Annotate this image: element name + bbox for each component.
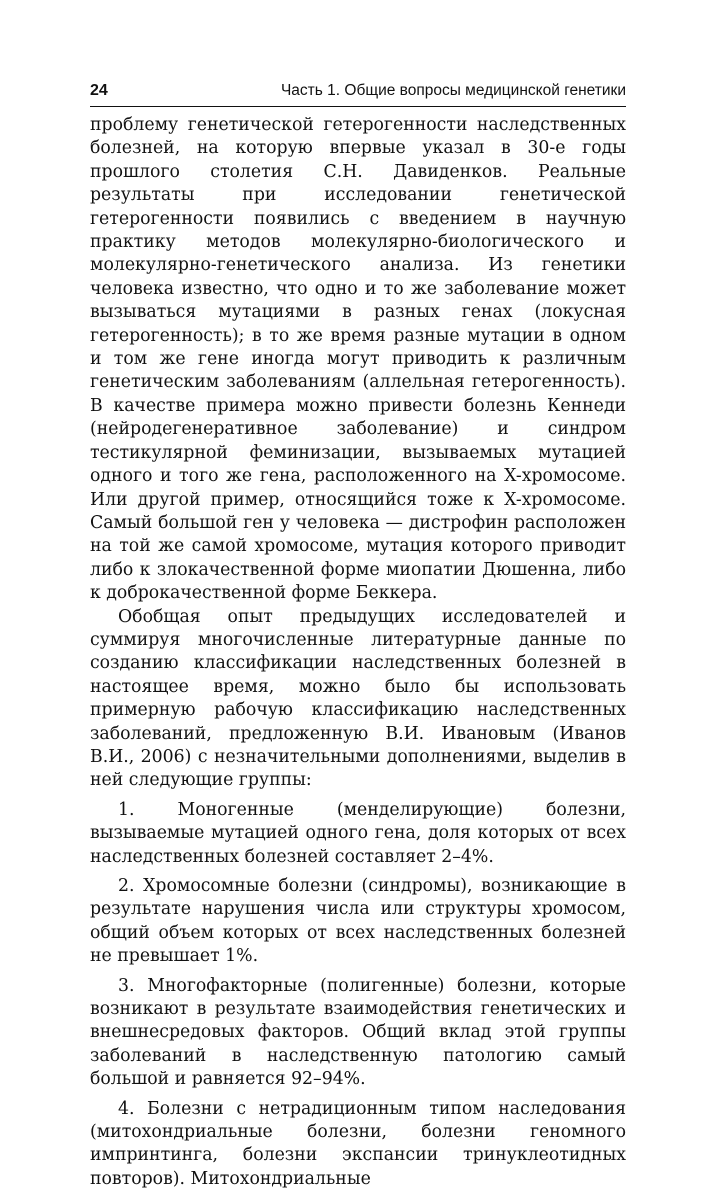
list-item-chromosomal: 2. Хромосомные болезни (синдромы), возникающие в результате нарушения числа или структуры хромосом, общий объем которых от всех наследственных болезней не превышает 1%. (90, 876, 626, 967)
list-item-nontraditional: 4. Болезни с нетрадиционным типом наследования (митохондриальные болезни, болезни геномного импринтинга, болезни экспансии тринуклеотидных повторов). Митохондриальные (90, 1098, 626, 1189)
page-header (90, 82, 626, 100)
header-rule (90, 106, 626, 107)
body-text (90, 114, 626, 1191)
page-number: 24 (90, 82, 108, 99)
paragraph-continuation: проблему генетической гетерогенности наследственных болезней, на которую впервые указал в 30-е годы прошлого столетия С.Н. Давиденков. Реальные результаты при исследовании генетической гетерогенности появились с введением в научную практику методов молекулярно-биологического и молекулярно-генетического анализа. Из генетики человека известно, что одно и то же заболевание может вызываться мутациями в разных генах (локусная гетерогенность); в то же время разные мутации в одном и том же гене иногда могут приводить к различным генетическим заболеваниям (аллельная гетерогенность). В качестве примера можно привести болезнь Кеннеди (нейродегенеративное заболевание) и синдром тестикулярной феминизации, вызываемых мутацией одного и того же гена, расположенного на X-хромосоме. Или другой пример, относящийся тоже к X-хромосоме. Самый большой ген у человека — дистрофин расположен на той же самой хромосоме, мутация которого приводит либо к злокачественной форме миопатии Дюшенна, либо к доброкачественной форме Беккера. (90, 115, 626, 604)
paragraph-intro: Обобщая опыт предыдущих исследователей и суммируя многочисленные литературные данные по созданию классификации наследственных болезней в настоящее время, можно было бы использовать примерную рабочую классификацию наследственных заболеваний, предложенную В.И. Ивановым (Иванов В.И., 2006) с незначительными дополнениями, выделив в ней следующие группы: (90, 606, 626, 791)
list-item-multifactorial: 3. Многофакторные (полигенные) болезни, которые возникают в результате взаимодействия генетических и внешнесредовых факторов. Общий вклад этой группы заболеваний в наследственную патологию самый большой и равняется 92–94%. (90, 975, 626, 1090)
list-item-monogenic: 1. Моногенные (менделирующие) болезни, вызываемые мутацией одного гена, доля которых от всех наследственных болезней составляет 2–4%. (90, 799, 626, 867)
running-title: Часть 1. Общие вопросы медицинской генетики (280, 82, 626, 99)
